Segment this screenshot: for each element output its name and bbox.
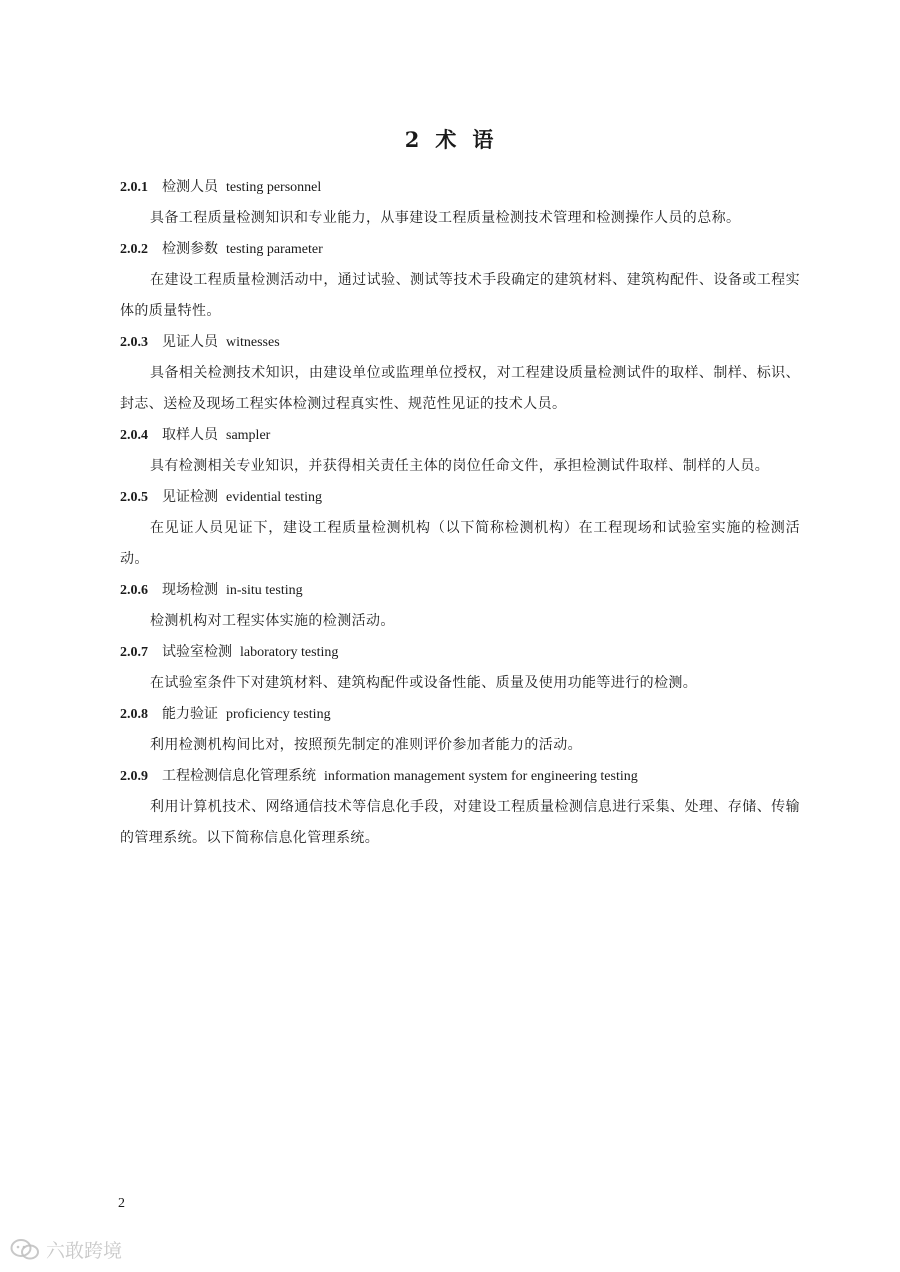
- term-heading: [120, 699, 800, 730]
- term-number: 2.0.1: [120, 180, 148, 195]
- term-entry: [120, 172, 800, 234]
- term-chinese: 取样人员: [162, 427, 218, 443]
- term-entry: [120, 699, 800, 761]
- term-definition: 利用检测机构间比对，按照预先制定的准则评价参加者能力的活动。: [150, 737, 582, 753]
- term-definition: 检测机构对工程实体实施的检测活动。: [150, 613, 395, 629]
- term-heading: [120, 420, 800, 451]
- term-chinese: 见证检测: [162, 489, 218, 505]
- term-number: 2.0.4: [120, 428, 148, 443]
- term-number: 2.0.6: [120, 583, 148, 598]
- chapter-title-word-2: 语: [472, 127, 496, 153]
- term-number: 2.0.9: [120, 769, 148, 784]
- page-number: 2: [118, 1196, 125, 1211]
- chapter-number: 2: [404, 127, 422, 153]
- term-definition: 具备工程质量检测知识和专业能力，从事建设工程质量检测技术管理和检测操作人员的总称。: [150, 210, 741, 226]
- term-heading: [120, 172, 800, 203]
- term-number: 2.0.5: [120, 490, 148, 505]
- term-number: 2.0.3: [120, 335, 148, 350]
- term-chinese: 见证人员: [162, 334, 218, 350]
- term-chinese: 能力验证: [162, 706, 218, 722]
- terms-list: [120, 172, 800, 854]
- term-english: evidential testing: [226, 490, 323, 505]
- term-english: proficiency testing: [226, 707, 331, 722]
- term-definition: 在试验室条件下对建筑材料、建筑构配件或设备性能、质量及使用功能等进行的检测。: [150, 675, 698, 691]
- term-chinese: 现场检测: [162, 582, 218, 598]
- term-chinese: 检测参数: [162, 241, 218, 257]
- term-entry: [120, 234, 800, 327]
- term-chinese: 检测人员: [162, 179, 218, 195]
- page-title: [0, 124, 900, 154]
- term-heading: [120, 637, 800, 668]
- term-english: testing personnel: [226, 180, 322, 195]
- term-definition: 具有检测相关专业知识，并获得相关责任主体的岗位任命文件，承担检测试件取样、制样的人员。: [150, 458, 770, 474]
- term-definition: 在见证人员见证下，建设工程质量检测机构（以下简称检测机构）在工程现场和试验室实施的检测活动。: [120, 520, 800, 567]
- term-entry: [120, 761, 800, 854]
- term-english: in-situ testing: [226, 583, 303, 598]
- term-definition: 在建设工程质量检测活动中，通过试验、测试等技术手段确定的建筑材料、建筑构配件、设备或工程实体的质量特性。: [120, 272, 800, 319]
- term-heading: [120, 575, 800, 606]
- term-english: testing parameter: [226, 242, 323, 257]
- term-chinese: 工程检测信息化管理系统: [162, 768, 316, 784]
- term-chinese: 试验室检测: [162, 644, 232, 660]
- term-heading: [120, 327, 800, 358]
- term-english: laboratory testing: [240, 645, 339, 660]
- term-number: 2.0.2: [120, 242, 148, 257]
- term-heading: [120, 482, 800, 513]
- term-entry: [120, 637, 800, 699]
- term-entry: [120, 482, 800, 575]
- term-definition: 利用计算机技术、网络通信技术等信息化手段，对建设工程质量检测信息进行采集、处理、存储、传输的管理系统。以下简称信息化管理系统。: [120, 799, 800, 846]
- term-english: sampler: [226, 428, 271, 443]
- term-english: information management system for engineering testing: [324, 769, 638, 784]
- term-number: 2.0.8: [120, 707, 148, 722]
- term-definition: 具备相关检测技术知识，由建设单位或监理单位授权，对工程建设质量检测试件的取样、制样、标识、封志、送检及现场工程实体检测过程真实性、规范性见证的技术人员。: [120, 365, 800, 412]
- term-heading: [120, 761, 800, 792]
- watermark: [10, 1236, 122, 1263]
- watermark-text: 六敢跨境: [46, 1240, 123, 1262]
- chapter-title-word-1: 术: [435, 127, 459, 153]
- term-entry: [120, 327, 800, 420]
- term-number: 2.0.7: [120, 645, 148, 660]
- term-entry: [120, 575, 800, 637]
- term-english: witnesses: [226, 335, 280, 350]
- wechat-logo-icon: [10, 1238, 40, 1262]
- term-entry: [120, 420, 800, 482]
- term-heading: [120, 234, 800, 265]
